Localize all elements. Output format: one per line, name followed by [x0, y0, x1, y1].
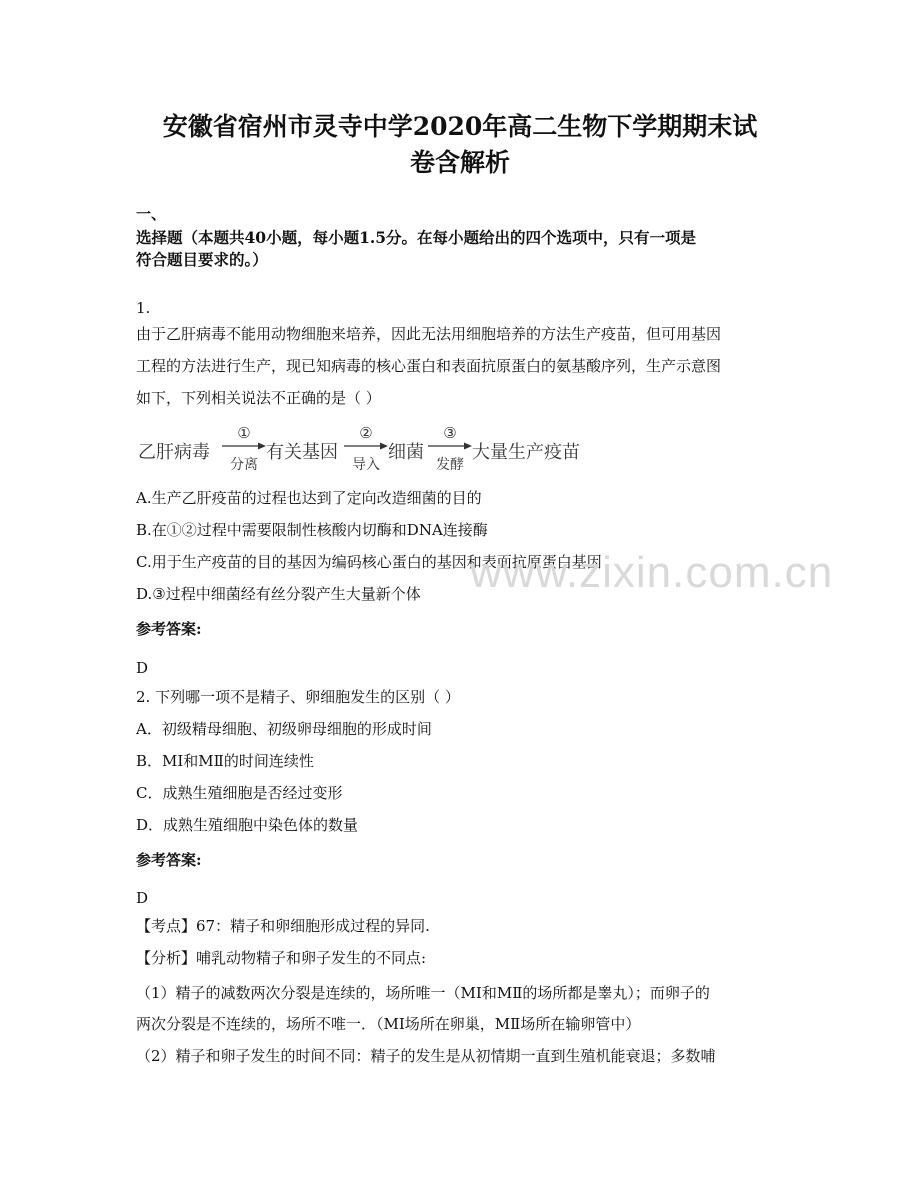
flow-arrow-1-label: 分离 — [230, 457, 258, 473]
question-2-stem: 2. 下列哪一项不是精子、卵细胞发生的区别（ ） — [136, 688, 460, 706]
question-2-analysis-heading: 【分析】哺乳动物精子和卵子发生的不同点: — [136, 949, 427, 967]
flow-arrow-3-step: ③ — [443, 424, 457, 442]
watermark: www.zixin.com.cn — [470, 548, 834, 597]
flow-arrow-2-label: 导入 — [352, 457, 380, 473]
flow-arrow-3-label: 发酵 — [436, 457, 464, 473]
section-instruction-line-2: 符合题目要求的。） — [136, 250, 268, 269]
question-1-option-d: D.③过程中细菌经有丝分裂产生大量新个体 — [136, 585, 421, 603]
question-1-number: 1. — [136, 299, 151, 317]
flow-arrow-1 — [222, 424, 266, 474]
arrow-right-icon — [222, 441, 266, 451]
question-2-option-c: C．成熟生殖细胞是否经过变形 — [136, 784, 343, 802]
question-1-stem-line-3: 如下，下列相关说法不正确的是（ ） — [136, 389, 381, 407]
question-1-stem-line-2: 工程的方法进行生产，现已知病毒的核心蛋白和表面抗原蛋白的氨基酸序列，生产示意图 — [136, 357, 722, 375]
question-1-option-a: A.生产乙肝疫苗的过程也达到了定向改造细菌的目的 — [136, 489, 482, 507]
question-1-option-c: C.用于生产疫苗的目的基因为编码核心蛋白的基因和表面抗原蛋白基因 — [136, 553, 602, 571]
flow-arrow-3 — [428, 424, 472, 474]
arrow-right-icon — [428, 441, 472, 451]
question-1-option-b: B.在①②过程中需要限制性核酸内切酶和DNA连接酶 — [136, 521, 488, 539]
flow-node-bacteria: 细菌 — [388, 442, 424, 463]
flow-arrow-2 — [344, 424, 388, 474]
question-1-answer: D — [136, 659, 149, 677]
flow-node-hepatitis-b-virus: 乙肝病毒 — [138, 442, 210, 463]
question-2-option-a: A．初级精母细胞、初级卵母细胞的形成时间 — [136, 720, 432, 738]
arrow-right-icon — [344, 441, 388, 451]
document-title-line-1: 安徽省宿州市灵寺中学2020年高二生物下学期期末试 — [162, 112, 758, 141]
question-2-analysis-line-1: （1）精子的减数两次分裂是连续的，场所唯一（MⅠ和MⅡ的场所都是睾丸）；而卵子的 — [136, 984, 710, 1002]
flow-arrow-1-step: ① — [237, 424, 251, 442]
section-instruction-line-1: 选择题（本题共40小题，每小题1.5分。在每小题给出的四个选项中，只有一项是 — [136, 228, 697, 247]
document-title-line-2: 卷含解析 — [409, 148, 510, 177]
flow-node-related-gene: 有关基因 — [266, 442, 338, 463]
question-2-analysis-line-2: 两次分裂是不连续的，场所不唯一．（MⅠ场所在卵巢，MⅡ场所在输卵管中） — [136, 1015, 641, 1033]
flow-arrow-2-step: ② — [359, 424, 373, 442]
question-2-option-b: B．MⅠ和MⅡ的时间连续性 — [136, 752, 314, 770]
flow-node-mass-vaccine: 大量生产疫苗 — [472, 442, 580, 463]
question-1-stem-line-1: 由于乙肝病毒不能用动物细胞来培养，因此无法用细胞培养的方法生产疫苗，但可用基因 — [136, 325, 722, 343]
question-2-option-d: D．成熟生殖细胞中染色体的数量 — [136, 816, 359, 834]
question-1-answer-label: 参考答案: — [136, 620, 202, 638]
question-2-answer-label: 参考答案: — [136, 851, 202, 869]
question-2-answer: D — [136, 889, 149, 907]
section-number: 一、 — [136, 205, 167, 223]
production-flow-diagram — [138, 424, 608, 474]
question-2-analysis-point: 【考点】67：精子和卵细胞形成过程的异同. — [136, 917, 430, 935]
question-2-analysis-line-3: （2）精子和卵子发生的时间不同：精子的发生是从初情期一直到生殖机能衰退；多数哺 — [136, 1047, 716, 1065]
